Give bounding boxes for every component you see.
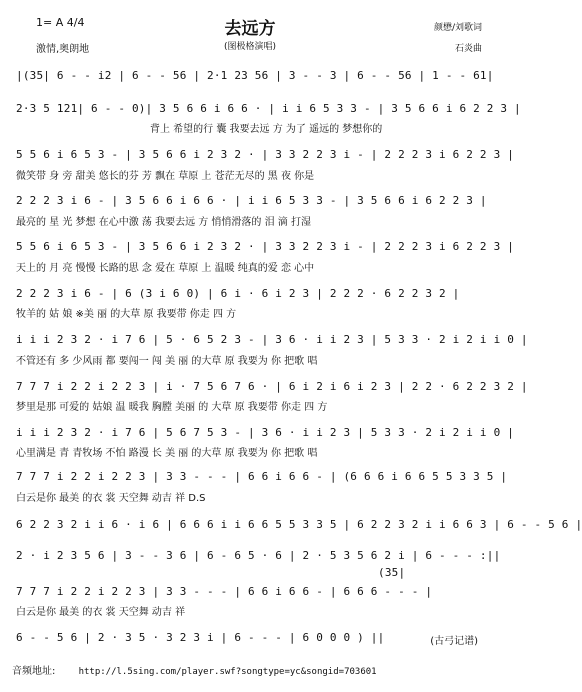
lyricist-credit: 颜懋/刘歌词 bbox=[433, 23, 482, 33]
lyrics-row: 不管还有 多 少风雨 都 要闯一 闯 美 丽 的大草 原 我要为 你 把歌 唱 bbox=[16, 356, 318, 367]
singer-credit: (图极格演唱) bbox=[223, 42, 277, 52]
notation-row: 5 5 6 i 6 5 3 - | 3 5 6 6 i 2 3 2 · | 3 3 2 2 3 i - | 2 2 2 3 i 6 2 2 3 | bbox=[16, 148, 515, 161]
credits bbox=[434, 18, 482, 60]
performance-style: 激情,奥朗地 bbox=[36, 44, 90, 55]
notation-row: 6 - - 5 6 | 2 · 3 5 · 3 2 3 i | 6 - - - | 6 0 0 0 ) || bbox=[16, 631, 385, 644]
lyrics-row: 白云是你 最美 的衣 裳 天空舞 动吉 祥 D.S bbox=[16, 493, 206, 504]
lyrics-row: 背上 希望的行 囊 我要去远 方 为了 遥远的 梦想你的 bbox=[150, 124, 383, 135]
notation-row: 6 2 2 3 2 i i 6 · i 6 | 6 6 6 i i 6 6 5 5 3 3 5 | 6 2 2 3 2 i i 6 6 3 | 6 - - 5 6 | bbox=[16, 518, 582, 531]
notation-row: |(35| 6 - - i2 | 6 - - 56 | 2·1 23 56 | 3 - - 3 | 6 - - 56 | 1 - - 61| bbox=[16, 69, 494, 82]
key-signature: 1= A 4/4 bbox=[36, 16, 85, 29]
pickup-notes: (35| bbox=[378, 566, 406, 579]
lyrics-row: 白云是你 最美 的衣 裳 天空舞 动吉 祥 bbox=[16, 607, 186, 618]
notation-row: i i i 2 3 2 · i 7 6 | 5 6 7 5 3 - | 3 6 · i i 2 3 | 5 3 3 · 2 i 2 i i 0 | bbox=[16, 426, 515, 439]
lyrics-row: 梦里是那 可爱的 姑娘 温 暖我 胸膛 美丽 的 大草 原 我要带 你走 四 方 bbox=[16, 402, 328, 413]
audio-url[interactable]: http://l.5sing.com/player.swf?songtype=yc&songid=703601 bbox=[78, 667, 377, 677]
lyrics-row: 微笑带 身 旁 甜美 悠长的芬 芳 飘在 草原 上 苍茫无尽的 黑 夜 你是 bbox=[16, 171, 315, 182]
notation-row: 2 · i 2 3 5 6 | 3 - - 3 6 | 6 - 6 5 · 6 | 2 · 5 3 5 6 2 i | 6 - - - :|| bbox=[16, 549, 501, 562]
audio-label: 音频地址: bbox=[12, 666, 56, 677]
notation-row: 2 2 2 3 i 6 - | 3 5 6 6 i 6 6 · | i i 6 5 3 3 - | 3 5 6 6 i 6 2 2 3 | bbox=[16, 194, 487, 207]
notation-row: 7 7 7 i 2 2 i 2 2 3 | 3 3 - - - | 6 6 i 6 6 - | (6 6 6 i 6 6 5 5 3 3 5 | bbox=[16, 470, 508, 483]
audio-line bbox=[12, 662, 377, 677]
notation-row: i i i 2 3 2 · i 7 6 | 5 · 6 5 2 3 - | 3 6 · i i 2 3 | 5 3 3 · 2 i 2 i i 0 | bbox=[16, 333, 528, 346]
notation-row: 7 7 7 i 2 2 i 2 2 3 | 3 3 - - - | 6 6 i 6 6 - | 6 6 6 - - - | bbox=[16, 585, 433, 598]
notation-row: 2 2 2 3 i 6 - | 6 (3 i 6 0) | 6 i · 6 i 2 3 | 2 2 2 · 6 2 2 3 2 | bbox=[16, 287, 460, 300]
lyrics-row: 心里满是 青 青牧场 不怕 路漫 长 美 丽 的大草 原 我要为 你 把歌 唱 bbox=[16, 448, 318, 459]
notation-row: 5 5 6 i 6 5 3 - | 3 5 6 6 i 2 3 2 · | 3 3 2 2 3 i - | 2 2 2 3 i 6 2 2 3 | bbox=[16, 240, 515, 253]
lyrics-row: 最亮的 星 光 梦想 在心中激 荡 我要去远 方 悄悄滑落的 泪 滴 打湿 bbox=[16, 217, 311, 228]
lyrics-row: 天上的 月 亮 慢慢 长路的思 念 爱在 草原 上 温暖 纯真的爱 恋 心中 bbox=[16, 263, 315, 274]
transcriber-credit: (古弓记谱) bbox=[430, 636, 478, 647]
composer-credit: 石炎曲 bbox=[454, 44, 482, 54]
lyrics-row: 牧羊的 姑 娘 ※美 丽 的大草 原 我要带 你走 四 方 bbox=[16, 309, 237, 320]
notation-row: 7 7 7 i 2 2 i 2 2 3 | i · 7 5 6 7 6 · | 6 i 2 i 6 i 2 3 | 2 2 · 6 2 2 3 2 | bbox=[16, 380, 528, 393]
notation-row: 2·3 5 121| 6 - - 0)| 3 5 6 6 i 6 6 · | i i 6 5 3 3 - | 3 5 6 6 i 6 2 2 3 | bbox=[16, 102, 521, 115]
song-title: 去远方 bbox=[224, 19, 276, 39]
